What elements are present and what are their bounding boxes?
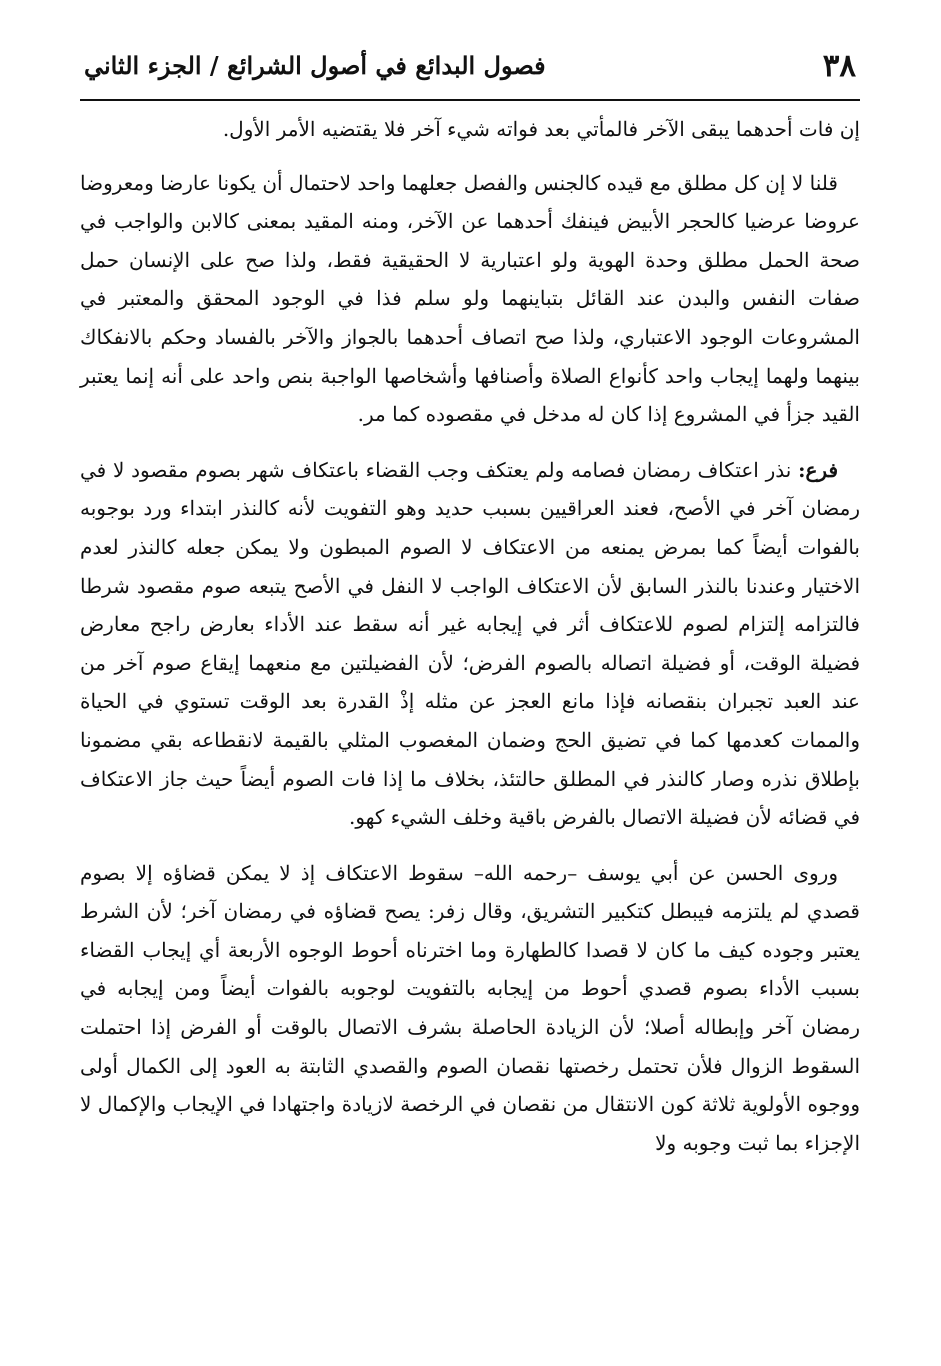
page-body — [80, 110, 860, 1162]
page-number: ٣٨ — [822, 48, 856, 84]
running-title: فصول البدائع في أصول الشرائع / الجزء الثاني — [84, 51, 546, 80]
page-header — [80, 40, 860, 96]
paragraph-text: نذر اعتكاف رمضان فصامه ولم يعتكف وجب القضاء باعتكاف شهر بصوم مقصود لا في رمضان آخر في الأصح، فعند العراقيين بسبب حديد وهو التفويت لأنه كالنذر ابتداء ورد بوجوبه بالفوات أيضاً كما بمرض يمنعه من الاعتكاف لا الصوم المبطون ولا يمكن جعله كالنذر لعدم الاختيار وعندنا بالنذر السابق لأن الاعتكاف الواجب لا النفل في الأصح يتبعه صوم مقصود شرطا فالتزامه إلتزام لصوم للاعتكاف أثر في إيجابه غير أنه سقط عند الأداء بعارض راجح معارض فضيلة الوقت، أو فضيلة اتصاله بالصوم الفرض؛ لأن الفضيلتين مع منعهما إيقاع صوم آخر من عند العبد تجبران بنقصانه فإذا مانع العجز عن مثله إذْ القدرة بعد الوقت تستوي في الحياة والممات كعدمها كما في تضيق الحج وضمان المغصوب المثلي بالقيمة لانقطاعه بقي مضمونا بإطلاق نذره وصار كالنذر في المطلق حالتئذ، بخلاف ما إذا فات الصوم أيضاً حيث جاز الاعتكاف في قضائه لأن فضيلة الاتصال بالفرض باقية وخلف الشيء كهو. — [80, 457, 860, 830]
paragraph-branch — [80, 451, 860, 837]
paragraph-text: وروى الحسن عن أبي يوسف –رحمه الله– سقوط الاعتكاف إذ لا يمكن قضاؤه إلا بصوم قصدي لم يلتزمه فيبطل كتكبير التشريق، وقال زفر: يصح قضاؤه في رمضان آخر؛ لأن الشرط يعتبر وجوده كيف ما كان لا قصدا كالطهارة وما اخترناه أحوط الوجوه الأربعة أي إيجاب القضاء بسبب الأداء بصوم قصدي أحوط من إيجابه بالتفويت لوجوبه بالفوات أيضاً ومن إيجابه في رمضان آخر وإبطاله أصلا؛ لأن الزيادة الحاصلة بشرف الاتصال بالوقت أو الفرض إذا احتملت السقوط الزوال فلأن تحتمل رخصتها نقصان الصوم والقصدي الثابتة به العود إلى الكمال أولى ووجوه الأولوية ثلاثة كون الانتقال من نقصان في الرخصة لازيادة واجتهادا في الإيجاب والإكمال لا الإجزاء بما ثبت وجوبه ولا — [80, 860, 860, 1155]
paragraph-narration — [80, 854, 860, 1163]
header-divider — [80, 99, 860, 101]
branch-label: فرع: — [798, 457, 839, 482]
paragraph-text: قلنا لا إن كل مطلق مع قيده كالجنس والفصل جعلهما واحد لاحتمال أن يكونا عارضا ومعروضا عروضا عرضيا كالحجر الأبيض فينفك أحدهما عن الآخر، ومنه المقيد بمعنى كالابن والواجب في صحة الحمل مطلق وحدة الهوية ولو اعتبارية لا الحقيقية فقط، ولذا صح على الإنسان حمل صفات النفس والبدن عند القائل بتباينهما ولو سلم فذا في الوجود المحقق والمعتبر في المشروعات الوجود الاعتباري، ولذا صح اتصاف أحدهما بالجواز والآخر بالفساد وحكم بالانفكاك بينهما ولهما إيجاب واحد كأنواع الصلاة وأصنافها وأشخاصها الواجبة بنص واحد على أنه إنما يعتبر القيد جزأ في المشروع إذا كان له مدخل في مقصوده كما مر. — [80, 170, 860, 427]
paragraph-continuation: إن فات أحدهما يبقى الآخر فالمأتي بعد فواته شيء آخر فلا يقتضيه الأمر الأول. — [222, 117, 860, 141]
paragraph-response — [80, 164, 860, 434]
